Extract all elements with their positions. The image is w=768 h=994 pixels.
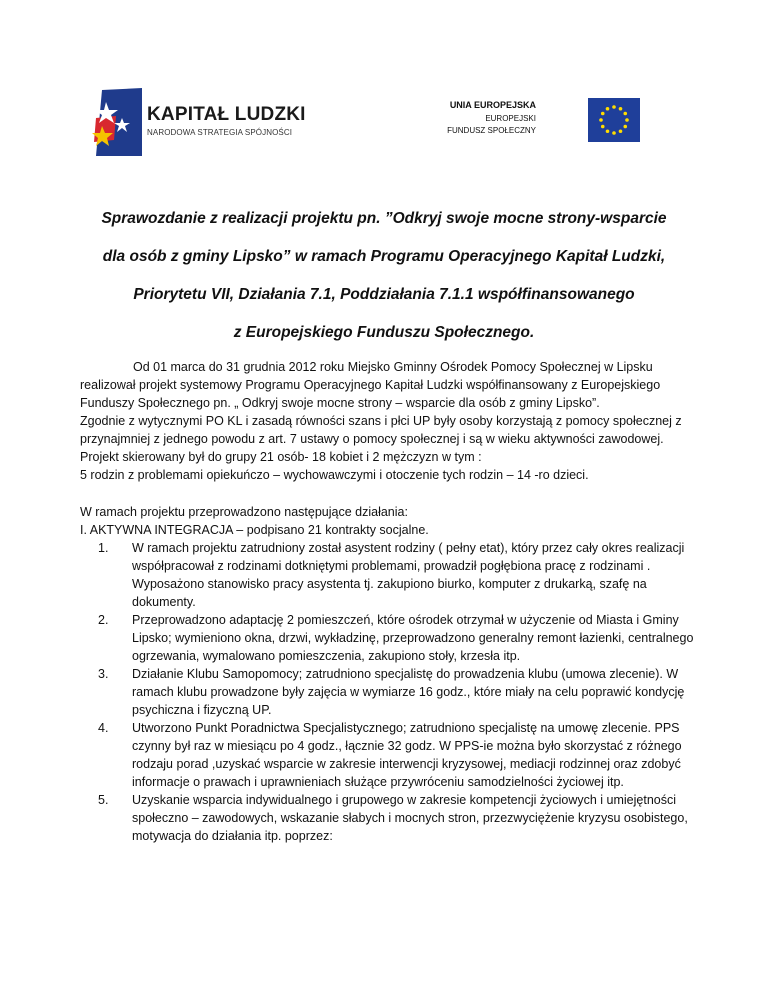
eu-star-icon	[619, 129, 623, 133]
list-number: 5.	[98, 793, 109, 807]
eu-star-icon	[606, 129, 610, 133]
eu-star-icon	[601, 125, 605, 129]
list-item	[80, 665, 700, 719]
intro-paragraph: Od 01 marca do 31 grudnia 2012 roku Miejsko Gminny Ośrodek Pomocy Społecznej w Lipsku realizował projekt systemowy Programu Operacyjnego Kapitał Ludzki współfinansowany z Europejskiego Funduszy Społecznego pn. „ Odkryj swoje mocne strony – wsparcie dla osób z gminy Lipsko”.	[80, 360, 661, 410]
kapital-ludzki-logo	[92, 88, 306, 158]
list-text: Uzyskanie wsparcia indywidualnego i grupowego w zakresie kompetencji życiowych i umiejętności społeczno – zawodowych, wskazanie słabych i mocnych stron, przezwyciężenie kryzysu osobistego, motywacja do działania itp. poprzez:	[132, 793, 688, 843]
title-line: Priorytetu VII, Działania 7.1, Poddziałania 7.1.1 współfinansowanego	[133, 286, 635, 303]
list-number: 4.	[98, 721, 109, 735]
report-title	[60, 200, 708, 352]
eu-star-icon	[601, 112, 605, 116]
eu-star-icon	[619, 107, 623, 111]
list-item	[80, 719, 700, 791]
intro-paragraph: Zgodnie z wytycznymi PO KL i zasadą równości szans i płci UP były osoby korzystają z pomocy społecznej z przynajmniej z jednego powodu z art. 7 ustawy o pomocy społecznej i są w wieku aktywności zawodowej. Projekt skierowany był do grupy 21 osób- 18 kobiet i 2 mężczyzn w tym :	[80, 414, 682, 464]
list-text: Przeprowadzono adaptację 2 pomieszczeń, które ośrodek otrzymał w użyczenie od Miasta i Gminy Lipsko; wymieniono okna, drzwi, wykładzinę, przeprowadzono generalny remont łazienki, centralnego ogrzewania, wymalowano pomieszczenia, zakupiono stoły, krzesła itp.	[132, 613, 694, 663]
list-number: 1.	[98, 541, 109, 555]
eu-logo	[447, 98, 648, 146]
eu-flag-icon	[588, 98, 640, 142]
report-body	[80, 358, 700, 845]
eu-star-icon	[612, 131, 616, 135]
list-item	[80, 539, 700, 611]
eu-line2: EUROPEJSKI	[485, 114, 536, 123]
list-text: Utworzono Punkt Poradnictwa Specjalistycznego; zatrudniono specjalistę na umowę zlecenie. PPS czynny był raz w miesiącu po 4 godz., łącznie 32 godz. W PPS-ie można było skorzystać z różnego rodzaju porad ,uzyskać wsparcie w zakresie interwencji kryzysowej, mediacji rodzinnej oraz zdobyć informacje o prawach i uprawnieniach służące przywróceniu samodzielności życiowej itp.	[132, 721, 682, 789]
title-line: dla osób z gminy Lipsko” w ramach Programu Operacyjnego Kapitał Ludzki,	[102, 248, 666, 265]
eu-star-icon	[623, 125, 627, 129]
kapital-ludzki-subtitle: NARODOWA STRATEGIA SPÓJNOŚCI	[147, 128, 293, 137]
section-heading: I. AKTYWNA INTEGRACJA – podpisano 21 kontrakty socjalne.	[80, 523, 429, 537]
list-item	[80, 791, 700, 845]
list-number: 2.	[98, 613, 109, 627]
title-line: z Europejskiego Funduszu Społecznego.	[233, 324, 535, 341]
eu-star-icon	[599, 118, 603, 122]
eu-line3: FUNDUSZ SPOŁECZNY	[447, 126, 536, 135]
list-item	[80, 611, 700, 665]
kapital-ludzki-title: KAPITAŁ LUDZKI	[147, 104, 306, 125]
list-text: W ramach projektu zatrudniony został asystent rodziny ( pełny etat), który przez cały okres realizacji współpracował z rodzinami dotkniętymi problemami, prowadził pogłębiona pracę z rodzinami . Wyposażono stanowisko pracy asystenta tj. zakupiono biurko, komputer z drukarką, szafę na dokumenty.	[132, 541, 685, 609]
eu-star-icon	[612, 105, 616, 109]
intro-paragraph: 5 rodzin z problemami opiekuńczo – wychowawczymi i otoczenie tych rodzin – 14 -ro dzieci.	[80, 468, 589, 482]
list-text: Działanie Klubu Samopomocy; zatrudniono specjalistę do prowadzenia klubu (umowa zlecenie). W ramach klubu prowadzone były zajęcia w wymiarze 16 godz., które miały na celu poprawić kondycję psychiczna i fizyczną UP.	[132, 667, 685, 717]
eu-star-icon	[606, 107, 610, 111]
eu-star-icon	[625, 118, 629, 122]
actions-heading: W ramach projektu przeprowadzono następujące działania:	[80, 505, 408, 519]
list-number: 3.	[98, 667, 109, 681]
actions-list	[80, 539, 700, 845]
kapital-ludzki-emblem-icon	[92, 88, 144, 156]
eu-star-icon	[623, 112, 627, 116]
title-line: Sprawozdanie z realizacji projektu pn. ”Odkryj swoje mocne strony-wsparcie	[101, 210, 667, 227]
eu-line1: UNIA EUROPEJSKA	[449, 100, 536, 110]
